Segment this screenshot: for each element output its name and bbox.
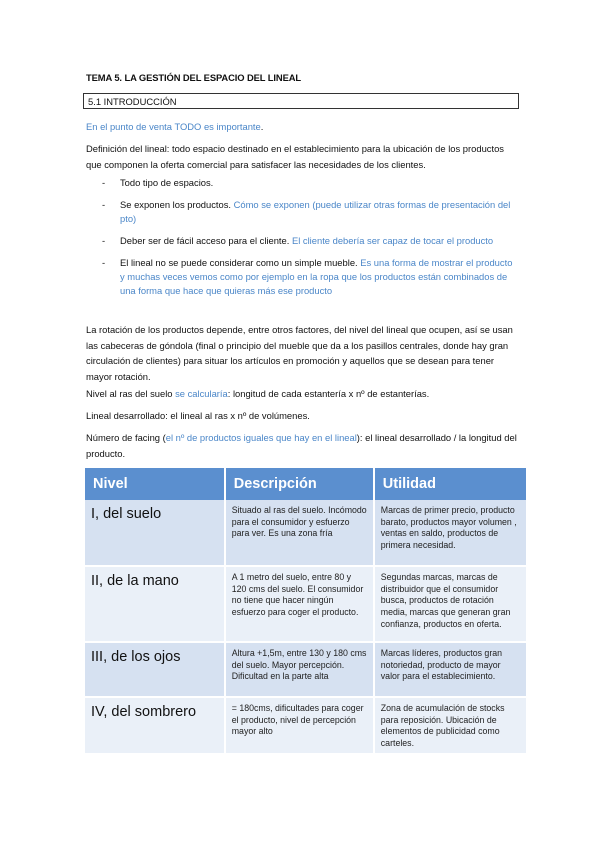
cell-nivel: II, de la mano <box>85 566 225 642</box>
table-row <box>85 500 527 566</box>
facing-note: el nº de productos iguales que hay en el lineal <box>165 432 357 443</box>
bullet-text: El lineal no se puede considerar como un simple mueble. <box>120 257 361 268</box>
header-descripcion: Descripción <box>225 468 374 500</box>
table-header-row <box>85 468 527 500</box>
bullet-text: Deber ser de fácil acceso para el cliente. <box>120 235 292 246</box>
nivel-suelo-paragraph <box>86 386 518 402</box>
cell-utilidad: Zona de acumulación de stocks para reposición. Ubicación de elementos de publicidad como carteles. <box>374 697 527 754</box>
cell-nivel: IV, del sombrero <box>85 697 225 754</box>
list-item: - Todo tipo de espacios. <box>102 177 214 188</box>
facing-paragraph <box>86 430 518 461</box>
list-item: - El lineal no se puede considerar como un simple mueble. Es una forma de mostrar el producto y muchas veces vemos como por ejemplo en la ropa que los productos están combinados de una forma que hace que quieras más ese producto <box>102 257 513 296</box>
bullet-note: El cliente debería ser capaz de tocar el producto <box>291 235 494 246</box>
bullet-text: Todo tipo de espacios. <box>120 177 214 188</box>
definition-paragraph: Definición del lineal: todo espacio destinado en el establecimiento para la ubicación de los productos que componen la oferta comercial para satisfacer las necesidades de los clientes. <box>86 143 504 170</box>
lineal-desarrollado-paragraph: Lineal desarrollado: el lineal al ras x nº de volúmenes. <box>86 410 310 421</box>
table-row <box>85 566 527 642</box>
rotation-paragraph: La rotación de los productos depende, entre otros factores, del nivel del lineal que ocupen, así se usan las cabeceras de góndola (final o principio del mueble que da a los pasillos centrales, donde hay gran circulación de clientes) para situar los artículos en promoción y aquellos que se desean para tener mayor rotación. <box>86 324 513 382</box>
bullet-note: Cómo se exponen (puede utilizar otras formas de presentación del pto) <box>120 199 511 224</box>
nivel-suelo-lead: Nivel al ras del suelo <box>86 388 176 399</box>
table-row <box>85 697 527 754</box>
facing-lead: Número de facing ( <box>86 432 166 443</box>
bullet-list <box>102 176 518 306</box>
section-heading: 5.1 INTRODUCCIÓN <box>83 93 519 109</box>
cell-descripcion: A 1 metro del suelo, entre 80 y 120 cms del suelo. El consumidor no tiene que hacer ningún esfuerzo para coger el producto. <box>225 566 374 642</box>
list-item: - Se exponen los productos. Cómo se exponen (puede utilizar otras formas de presentación del pto) <box>102 199 511 224</box>
cell-utilidad: Marcas líderes, productos gran notoriedad, producto de mayor valor para el establecimiento. <box>374 642 527 697</box>
list-item: - Deber ser de fácil acceso para el cliente. El cliente debería ser capaz de tocar el producto <box>102 235 494 246</box>
cell-descripcion: = 180cms, dificultades para coger el producto, nivel de percepción mayor alto <box>225 697 374 754</box>
header-nivel: Nivel <box>85 468 225 500</box>
intro-note <box>86 119 518 135</box>
bullet-text: Se exponen los productos. <box>120 199 234 210</box>
nivel-suelo-note: se calcularía <box>175 388 228 399</box>
levels-table <box>85 468 528 755</box>
bullet-note: Es una forma de mostrar el producto y muchas veces vemos como por ejemplo en la ropa que los productos están combinados de una forma que hace que quieras más ese producto <box>120 257 513 296</box>
header-utilidad: Utilidad <box>374 468 527 500</box>
nivel-suelo-formula: : longitud de cada estantería x nº de estanterías. <box>227 388 430 399</box>
cell-descripcion: Altura +1,5m, entre 130 y 180 cms del suelo. Mayor percepción. Dificultad en la parte alta <box>225 642 374 697</box>
cell-utilidad: Segundas marcas, marcas de distribuidor que el consumidor busca, productos de rotación media, marcas que generan gran confianza, productos en oferta. <box>374 566 527 642</box>
cell-utilidad: Marcas de primer precio, producto barato, productos mayor volumen , ventas en saldo, productos de primera necesidad. <box>374 500 527 566</box>
document-title: TEMA 5. LA GESTIÓN DEL ESPACIO DEL LINEAL <box>86 72 302 83</box>
intro-note-text: En el punto de venta TODO es importante <box>86 121 261 132</box>
cell-nivel: I, del suelo <box>85 500 225 566</box>
cell-descripcion: Situado al ras del suelo. Incómodo para el consumidor y esfuerzo para ver. Es una zona fría <box>225 500 374 566</box>
facing-formula: ): el lineal desarrollado / la longitud del producto. <box>86 432 517 459</box>
intro-note-period: . <box>260 121 264 132</box>
table-row <box>85 642 527 697</box>
cell-nivel: III, de los ojos <box>85 642 225 697</box>
